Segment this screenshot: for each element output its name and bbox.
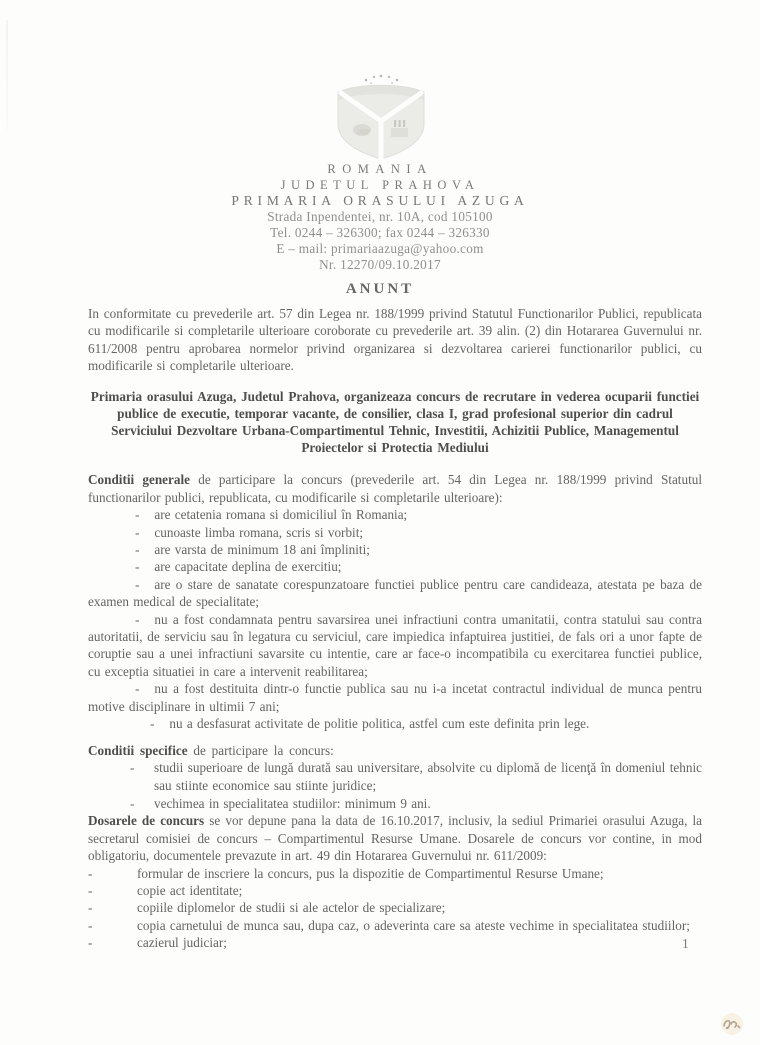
letterhead-address: Strada Inpendentei, nr. 10A, cod 105100 (267, 208, 493, 224)
dossier-item: - copia carnetului de munca sau, dupa caz, o adeverinta care sa ateste vechime in specialitatea studiilor; (88, 917, 702, 934)
announcement-paragraph: Primaria orasului Azuga, Judetul Prahova, organizeaza concurs de recrutare in vederea ocuparii functiei publice de executie, temporar vacante, de consilier, clasa I, grad profesional superior din cadrul Serviciului Dezvoltare Urbana-Compartimentul Tehnic, Investitii, Achizitii Publice, Managementul Proiectelor si Protectia Mediului (90, 389, 700, 456)
specific-condition-item: - vechimea in specialitatea studiilor: minimum 9 ani. (88, 795, 702, 813)
dossier-lead (88, 812, 702, 864)
letterhead-institution: PRIMARIA ORASULUI AZUGA (231, 193, 529, 209)
dossier-item: - copie act identitate; (88, 882, 702, 899)
ink-smudge (714, 1010, 750, 1040)
general-condition-item: - nu a desfasurat activitate de politie politica, astfel cum este definita prin lege. (88, 715, 702, 732)
dossier-label: Dosarele de concurs (88, 813, 205, 829)
coat-of-arms-icon (328, 72, 432, 160)
specific-conditions-lead (88, 742, 702, 759)
general-condition-item: - are o stare de sanatate corespunzatoare functiei publice pentru care candideaza, atestata pe baza de examen medical de specialitate; (88, 576, 702, 611)
intro-paragraph: In conformitate cu prevederile art. 57 din Legea nr. 188/1999 privind Statutul Functionarilor Publici, republicata cu modificarile si completarile ulterioare coroborate cu prevederile art. 39 alin. (2) din Hotararea Guvernului nr. 611/2008 pentru aprobarea normelor privind organizarea si dezvoltarea carierei functionarilor publici, cu modificarile si completarile ulterioare. (88, 305, 702, 373)
letterhead-phone-fax: Tel. 0244 – 326300; fax 0244 – 326330 (270, 224, 490, 240)
specific-conditions-intro: de participare la concurs: (187, 742, 334, 758)
general-condition-item: - nu a fost destituita dintr-o functie publica sau nu i-a incetat contractul individual de munca pentru motive disciplinare in ultimii 7 ani; (88, 680, 702, 715)
general-conditions-intro: de participare la concurs (prevederile art. 54 din Legea nr. 188/1999 privind Statutul functionarilor publici, republicata, cu modificarile si completarile ulterioare): (88, 472, 702, 505)
general-condition-item: - are varsta de minimum 18 ani împliniti; (88, 541, 702, 558)
dossier-item: - copiile diplomelor de studii si ale actelor de specializare; (88, 899, 702, 916)
general-conditions-lead (88, 471, 702, 506)
general-condition-item: - cunoaste limba romana, scris si vorbit; (88, 524, 702, 541)
letterhead-email: E – mail: primariaazuga@yahoo.com (276, 240, 484, 256)
letterhead-county: JUDETUL PRAHOVA (280, 177, 480, 192)
dossier-item: - formular de inscriere la concurs, pus la dispozitie de Compartimentul Resurse Umane; (88, 865, 702, 882)
dossier-item: - cazierul judiciar; (88, 934, 702, 951)
specific-conditions-label: Conditii specifice (88, 742, 188, 758)
document-title: ANUNT (345, 280, 415, 297)
general-condition-item: - are cetatenia romana si domiciliul în Romania; (88, 506, 702, 523)
general-conditions-label: Conditii generale (88, 472, 190, 488)
document-body (0, 305, 760, 952)
dossier-intro: se vor depune pana la data de 16.10.2017, inclusiv, la sediul Primariei orasului Azuga, la secretarul comisiei de concurs – Compartimentul Resurse Umane. Dosarele de concurs vor contine, in mod obligatoriu, documentele prevazute in art. 49 din Hotararea Guvernului nr. 611/2009: (88, 813, 702, 864)
letterhead-reg-number: Nr. 12270/09.10.2017 (319, 256, 441, 272)
page-number: 1 (682, 936, 689, 951)
general-condition-item: - are capacitate deplina de exercitiu; (88, 558, 702, 575)
letterhead (0, 0, 760, 273)
letterhead-country: ROMANIA (327, 162, 433, 176)
specific-condition-item: - studii superioare de lungă durată sau universitare, absolvite cu diplomă de licenţă în domeniul tehnic sau stiinte economice sau stiinte juridice; (88, 759, 702, 795)
general-condition-item: - nu a fost condamnata pentru savarsirea unei infractiuni contra umanitatii, contra statului sau contra autoritatii, de serviciu sau în legatura cu serviciul, care impiedica infaptuirea justitiei, de fals ori a unor fapte de coruptie sau a unei infractiuni savarsite cu intentie, care ar face-o incompatibila cu exercitarea functiei publice, cu exceptia situatiei in care a intervenit reabilitarea; (88, 611, 702, 681)
